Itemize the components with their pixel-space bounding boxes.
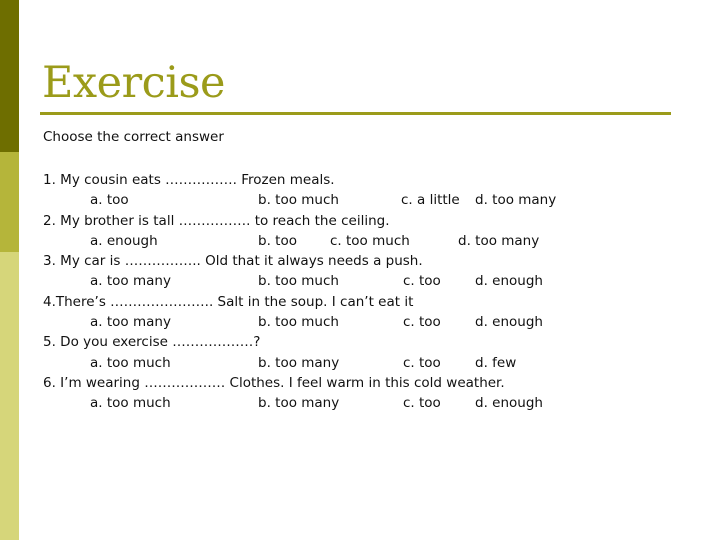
option-3c: c. too <box>403 273 441 290</box>
option-1d: d. too many <box>475 192 557 209</box>
option-5b: b. too many <box>258 354 340 371</box>
option-3b: b. too much <box>258 273 339 290</box>
option-4b: b. too much <box>258 314 339 331</box>
options-row-5 <box>43 353 703 373</box>
option-1a: a. too <box>90 192 129 209</box>
question-6: 6. I’m wearing ……………… Clothes. I feel warm in this cold weather. <box>43 374 505 391</box>
sidebar-band-dark <box>0 0 19 152</box>
question-5: 5. Do you exercise ………………? <box>43 334 261 351</box>
option-5d: d. few <box>475 354 517 371</box>
option-1b: b. too much <box>258 192 339 209</box>
question-3: 3. My car is …………….. Old that it always needs a push. <box>43 253 423 270</box>
option-6a: a. too much <box>90 395 171 412</box>
instruction-text: Choose the correct answer <box>43 129 224 145</box>
sidebar-band-mid <box>0 152 19 252</box>
slide-title: Exercise <box>42 58 225 108</box>
option-2d: d. too many <box>458 232 540 249</box>
option-6c: c. too <box>403 395 441 412</box>
option-1c: c. a little <box>401 192 460 209</box>
question-4: 4.There’s ………………….. Salt in the soup. I can’t eat it <box>43 293 414 310</box>
question-list <box>43 170 703 414</box>
sidebar-band-light <box>0 252 19 540</box>
option-5c: c. too <box>403 354 441 371</box>
option-3d: d. enough <box>475 273 543 290</box>
question-2: 2. My brother is tall ……………. to reach the ceiling. <box>43 212 390 229</box>
options-row-6 <box>43 393 703 413</box>
options-row-1 <box>43 190 703 210</box>
option-2b: b. too <box>258 232 297 249</box>
option-6b: b. too many <box>258 395 340 412</box>
options-row-3 <box>43 271 703 291</box>
option-2a: a. enough <box>90 232 158 249</box>
option-2c: c. too much <box>330 232 410 249</box>
sidebar-decoration <box>0 0 19 540</box>
option-6d: d. enough <box>475 395 543 412</box>
title-underline <box>40 112 671 115</box>
options-row-4 <box>43 312 703 332</box>
options-row-2 <box>43 231 703 251</box>
question-1: 1. My cousin eats ……………. Frozen meals. <box>43 172 335 188</box>
option-4c: c. too <box>403 314 441 331</box>
option-5a: a. too much <box>90 354 171 371</box>
option-4d: d. enough <box>475 314 543 331</box>
option-4a: a. too many <box>90 314 171 331</box>
option-3a: a. too many <box>90 273 171 290</box>
